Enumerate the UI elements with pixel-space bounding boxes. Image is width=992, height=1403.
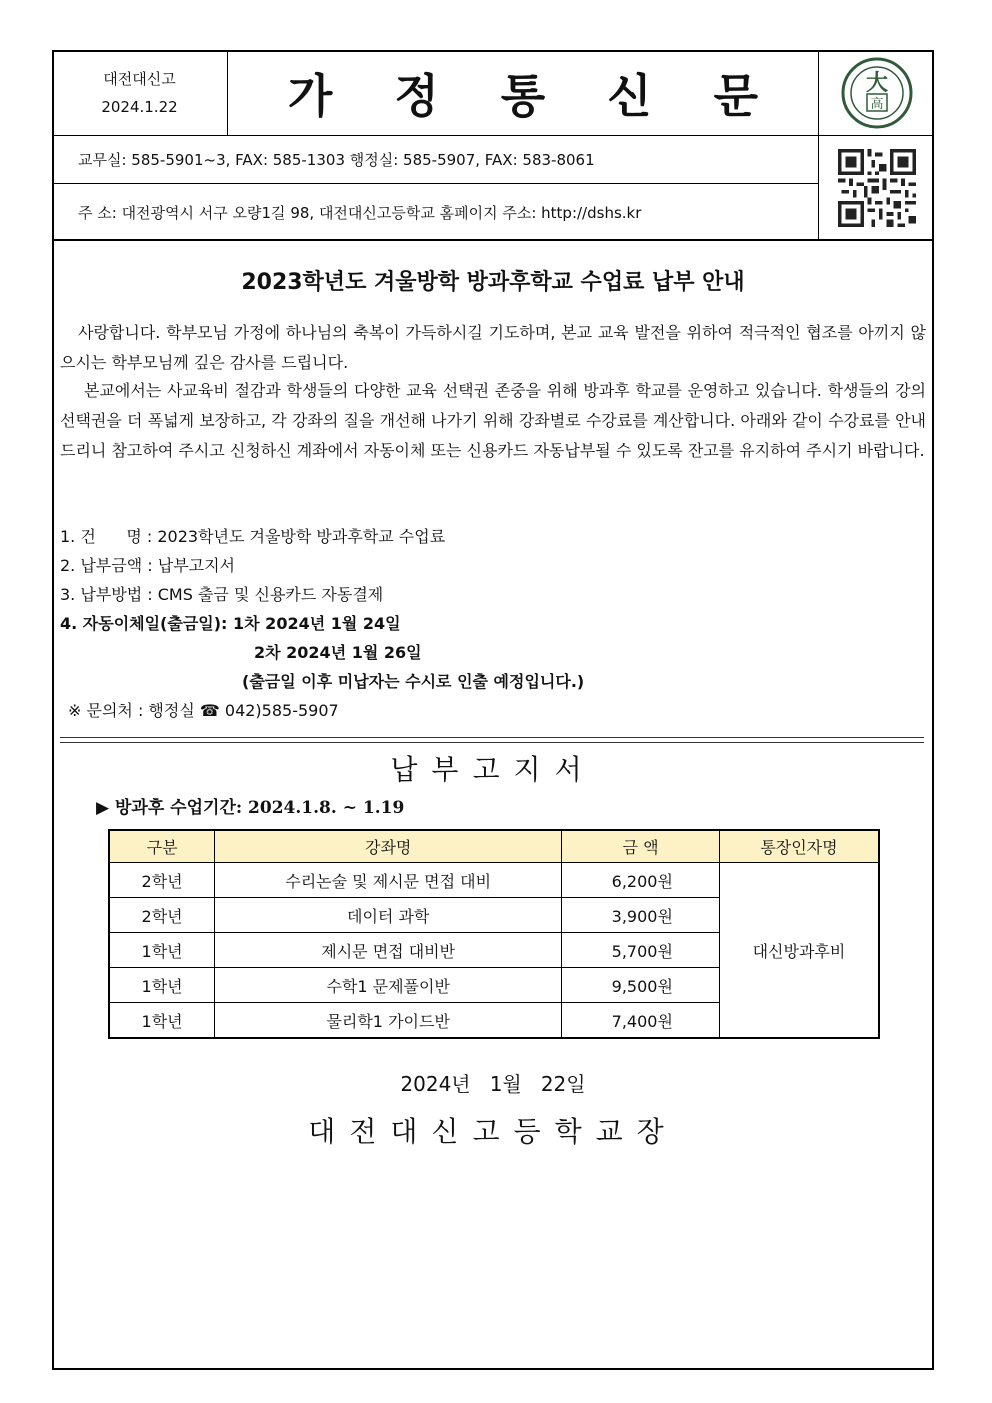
amount-cell: 7,400원 [562,1003,720,1039]
title-char: 가 [287,68,333,123]
course-cell: 수리논술 및 제시문 면접 대비 [215,863,562,898]
column-header: 통장인자명 [719,830,879,863]
title-char: 통 [500,68,546,123]
amount-cell: 6,200원 [562,863,720,898]
item-transfer-date-2: 2차 2024년 1월 26일 [254,643,422,662]
item-method: 3. 납부방법 : CMS 출금 및 신용카드 자동결제 [60,585,384,604]
course-cell: 물리학1 가이드반 [215,1003,562,1039]
issue-date: 2024.1.22 [101,97,178,116]
school-emblem-icon [840,56,914,130]
section-divider [60,737,924,743]
course-cell: 수학1 문제풀이반 [215,968,562,1003]
course-cell: 데이터 과학 [215,898,562,933]
item-transfer-date: 4. 자동이체일(출금일): 1차 2024년 1월 24일 [60,614,401,633]
grade-cell: 1학년 [109,968,215,1003]
grade-cell: 1학년 [109,933,215,968]
logo-sub-char: 高 [869,96,884,112]
principal-signature: 대전대신고등학교장 [308,1115,678,1148]
grade-cell: 2학년 [109,863,215,898]
title-char: 신 [607,68,652,123]
table-header-row [109,830,879,863]
header-divider [52,239,934,241]
qr-code-icon [838,149,916,227]
payment-items [60,522,584,725]
contact-phone-line: 교무실: 585-5901~3, FAX: 585-1303 행정실: 585-5907, FAX: 583-8061 [52,136,818,184]
letter-header [52,50,934,240]
body-paragraph: 본교에서는 사교육비 절감과 학생들의 다양한 교육 선택권 존중을 위해 방과후 학교를 운영하고 있습니다. 학생들의 강의 선택권을 더 폭넓게 보장하고, 각 강좌의 질을 개선해 나가기 위해 강좌별로 수강료를 계산합니다. 아래와 같이 수강료를 안내드리니 참고하여 주시고 신청하신 계좌에서 자동이체 또는 신용카드 자동납부될 수 있도록 잔고를 유지하여 주시기 바랍니다. [60,381,926,460]
school-name: 대전대신고 [103,69,176,88]
school-logo [818,50,934,136]
amount-cell: 9,500원 [562,968,720,1003]
amount-cell: 5,700원 [562,933,720,968]
greeting-paragraph: 사랑합니다. 학부모님 가정에 하나님의 축복이 가득하시길 기도하며, 본교 교육 발전을 위하여 적극적인 협조를 아끼지 않으시는 학부모님께 깊은 감사를 드립니다. [60,323,926,372]
contact-info: ※ 문의처 : 행정실 ☎ 042)585-5907 [68,701,339,720]
signature-date: 2024년 1월 22일 [400,1072,586,1096]
grade-cell: 1학년 [109,1003,215,1039]
bill-title: 납부고지서 [390,753,596,786]
title-char: 정 [394,68,439,123]
school-info-box [52,50,228,136]
notice-headline: 2023학년도 겨울방학 방과후학교 수업료 납부 안내 [241,270,745,295]
column-header: 강좌명 [215,830,562,863]
logo-char: 大 [865,69,888,96]
column-header: 구분 [109,830,215,863]
table-row [109,863,879,898]
page-title [228,50,818,136]
account-name-cell: 대신방과후비 [719,863,879,1039]
item-transfer-note: (출금일 이후 미납자는 수시로 인출 예정입니다.) [242,672,585,691]
course-cell: 제시문 면접 대비반 [215,933,562,968]
qr-code [818,136,934,240]
fee-table [108,829,880,1039]
amount-cell: 3,900원 [562,898,720,933]
class-period: ▶ 방과후 수업기간: 2024.1.8. ~ 1.19 [96,798,405,818]
item-amount: 2. 납부금액 : 납부고지서 [60,556,236,575]
column-header: 금 액 [562,830,720,863]
address-line: 주 소: 대전광역시 서구 오량1길 98, 대전대신고등학교 홈페이지 주소: http://dshs.kr [78,203,642,222]
item-subject: 1. 건 명 : 2023학년도 겨울방학 방과후학교 수업료 [60,527,446,546]
title-char: 문 [713,68,759,123]
grade-cell: 2학년 [109,898,215,933]
